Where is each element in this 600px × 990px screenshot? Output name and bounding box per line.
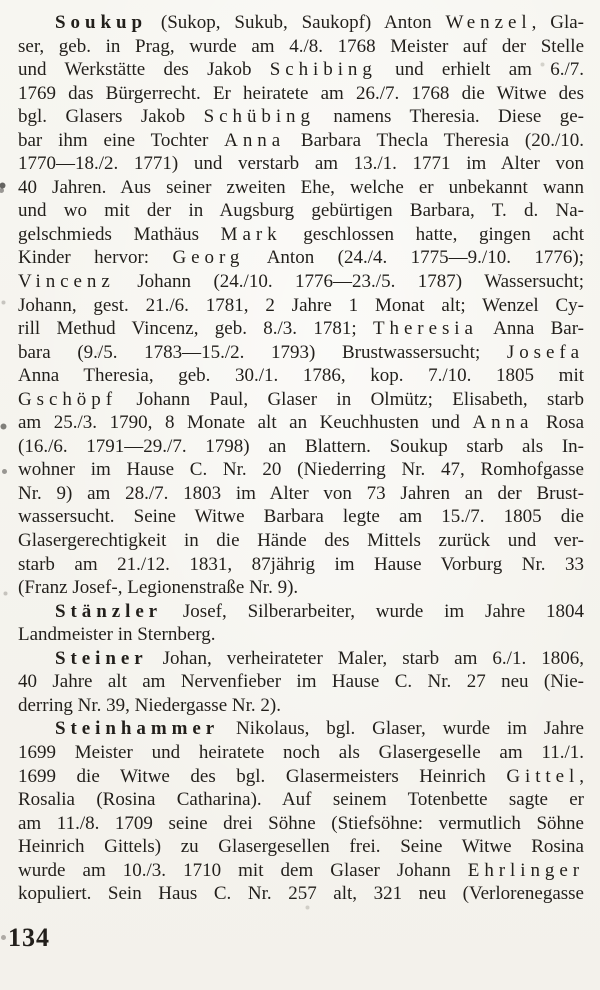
- text-line: [18, 223, 584, 247]
- text-line: [18, 670, 584, 694]
- text-line: [18, 364, 584, 388]
- text-line: [18, 882, 584, 906]
- spaced-person-name: Gittel: [506, 765, 580, 787]
- text-run: Rosalia (Rosina Catharina). Auf seinem Totenbette sagte er: [18, 789, 584, 811]
- text-line: [18, 294, 584, 318]
- text-line: [18, 35, 584, 59]
- spaced-person-name: Vincenz: [18, 271, 115, 293]
- entry-headword: Steiner: [55, 647, 148, 669]
- text-run: bar ihm eine Tochter: [18, 129, 225, 151]
- text-block: [18, 11, 584, 906]
- text-line: [18, 576, 584, 600]
- text-run: 1699 Meister und heiratete noch als Glasergeselle am 11./1.: [18, 741, 584, 763]
- text-run: Anna Theresia, geb. 30./1. 1786, kop. 7./10. 1805 mit: [18, 365, 584, 387]
- text-run: Johann (24./10. 1776—23./5. 1787) Wassersucht;: [114, 271, 584, 293]
- text-line: [18, 11, 584, 35]
- text-run: bara (9./5. 1783—15./2. 1793) Brustwassersucht;: [18, 341, 507, 363]
- text-line: [18, 859, 584, 883]
- text-line: [18, 388, 584, 412]
- text-line: [18, 529, 584, 553]
- text-run: (16./6. 1791—29./7. 1798) an Blattern. Soukup starb als In-: [18, 435, 584, 457]
- text-run: Kinder hervor:: [18, 247, 173, 269]
- text-run: 1699 die Witwe des bgl. Glasermeisters Heinrich: [18, 765, 507, 787]
- text-run: starb am 21./12. 1831, 87jährig im Hause Vorburg Nr. 33: [18, 553, 584, 575]
- text-line: [18, 105, 584, 129]
- text-line: [18, 741, 584, 765]
- text-run: wohner im Hause C. Nr. 20 (Niederring Nr. 47, Romhofgasse: [18, 459, 584, 481]
- text-line: [18, 199, 584, 223]
- text-line: [18, 411, 584, 435]
- text-run: 40 Jahren. Aus seiner zweiten Ehe, welche er unbekannt wann: [18, 176, 584, 198]
- text-run: Barbara Thecla Theresia (20./10.: [285, 129, 584, 151]
- text-run: , Gla-: [531, 12, 584, 33]
- text-run: Anton (24./4. 1775—9./10. 1776);: [244, 247, 584, 269]
- text-run: wassersucht. Seine Witwe Barbara legte am 15./7. 1805 die: [18, 506, 584, 528]
- entry-headword: Soukup: [55, 12, 147, 33]
- text-run: 1769 das Bürgerrecht. Er heiratete am 26./7. 1768 die Witwe des: [18, 82, 584, 104]
- text-run: am 25./3. 1790, 8 Monate alt an Keuchhusten und: [18, 412, 473, 434]
- text-line: [18, 788, 584, 812]
- text-run: und Werkstätte des Jakob: [18, 59, 270, 81]
- text-run: und wo mit der in Augsburg gebürtigen Barbara, T. d. Na-: [18, 200, 584, 222]
- text-run: ser, geb. in Prag, wurde am 4./8. 1768 Meister auf der Stelle: [18, 35, 584, 57]
- text-run: gelschmieds Mathäus: [18, 223, 221, 245]
- spaced-person-name: Theresia: [372, 318, 478, 340]
- text-run: namens Theresia. Diese ge-: [314, 106, 585, 128]
- spaced-person-name: Josefa: [506, 341, 584, 363]
- text-run: Nikolaus, bgl. Glaser, wurde im Jahre: [219, 718, 584, 740]
- text-run: derring Nr. 39, Niedergasse Nr. 2).: [18, 694, 281, 716]
- text-run: geschlossen hatte, gingen acht: [281, 223, 584, 245]
- text-line: [18, 82, 584, 106]
- spaced-person-name: Wenzel: [445, 12, 532, 33]
- text-run: kopuliert. Sein Haus C. Nr. 257 alt, 321 neu (Verlorenegasse: [18, 883, 584, 905]
- spaced-person-name: Anna: [224, 129, 286, 151]
- text-line: [18, 765, 584, 789]
- text-line: [18, 694, 584, 718]
- spaced-person-name: Ehrlinger: [467, 859, 584, 881]
- entry-headword: Stänzler: [55, 600, 163, 622]
- text-line: [18, 835, 584, 859]
- text-run: 40 Jahre alt am Nervenfieber im Hause C. Nr. 27 neu (Nie-: [18, 671, 584, 693]
- text-line: [18, 341, 584, 365]
- text-line: [18, 600, 584, 624]
- text-run: Josef, Silberarbeiter, wurde im Jahre 1804: [162, 600, 584, 622]
- text-line: [18, 270, 584, 294]
- text-run: Nr. 9) am 28./7. 1803 im Alter von 73 Jahren an der Brust-: [18, 482, 584, 504]
- page-number: 134: [8, 923, 50, 952]
- text-line: [18, 58, 584, 82]
- text-run: Heinrich Gittels) zu Glasergesellen frei. Seine Witwe Rosina: [18, 836, 584, 858]
- text-run: am 11./8. 1709 seine drei Söhne (Stiefsöhne: vermutlich Söhne: [18, 812, 584, 834]
- text-run: Johan, verheirateter Maler, starb am 6./1. 1806,: [147, 647, 584, 669]
- text-run: 1770—18./2. 1771) und verstarb am 13./1. 1771 im Alter von: [18, 153, 584, 175]
- text-line: [18, 458, 584, 482]
- text-line: [18, 482, 584, 506]
- scan-artifacts: [0, 0, 3, 3]
- text-run: Rosa: [533, 412, 585, 434]
- text-line: [18, 623, 584, 647]
- text-line: [18, 553, 584, 577]
- text-line: [18, 435, 584, 459]
- text-run: Anna Bar-: [477, 318, 584, 340]
- text-line: [18, 717, 584, 741]
- text-line: [18, 129, 584, 153]
- spaced-person-name: Mark: [220, 223, 282, 245]
- spaced-person-name: Schibing: [269, 59, 377, 81]
- text-run: wurde am 10./3. 1710 mit dem Glaser Johann: [18, 859, 468, 881]
- text-run: Johann Paul, Glaser in Olmütz; Elisabeth, starb: [116, 388, 584, 410]
- spaced-person-name: Georg: [172, 247, 245, 269]
- text-run: und erhielt am 6./7.: [376, 59, 584, 81]
- text-line: [18, 317, 584, 341]
- text-line: [18, 812, 584, 836]
- text-run: bgl. Glasers Jakob: [18, 106, 204, 128]
- spaced-person-name: Schübing: [203, 106, 315, 128]
- text-run: Glasergerechtigkeit in die Hände des Mittels zurück und ver-: [18, 530, 584, 552]
- text-line: [18, 647, 584, 671]
- entry-headword: Steinhammer: [55, 718, 220, 740]
- spaced-person-name: Gschöpf: [18, 388, 117, 410]
- text-run: rill Methud Vincenz, geb. 8./3. 1781;: [18, 318, 373, 340]
- text-run: Johann, gest. 21./6. 1781, 2 Jahre 1 Monat alt; Wenzel Cy-: [18, 294, 584, 316]
- text-line: [18, 505, 584, 529]
- text-run: ,: [579, 765, 584, 787]
- text-line: [18, 176, 584, 200]
- text-line: [18, 152, 584, 176]
- text-line: [18, 246, 584, 270]
- text-run: Landmeister in Sternberg.: [18, 624, 216, 646]
- text-run: (Franz Josef-, Legionenstraße Nr. 9).: [18, 577, 299, 599]
- text-run: (Sukop, Sukub, Saukopf) Anton: [146, 12, 446, 33]
- spaced-person-name: Anna: [472, 412, 534, 434]
